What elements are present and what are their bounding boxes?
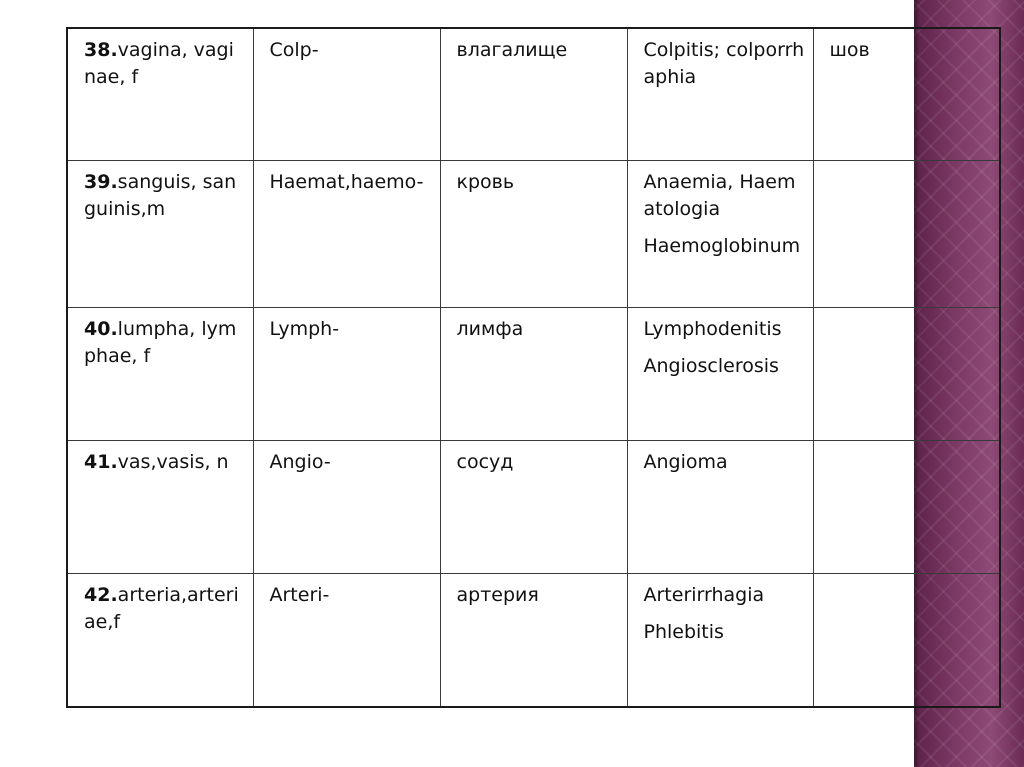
example-term: Haemoglobinum — [643, 234, 801, 257]
latin-term: vas,vasis, n — [117, 450, 229, 473]
example-term: Angioma — [643, 450, 728, 473]
latin-term: sanguis, sanguinis,m — [84, 170, 237, 220]
root-cell — [253, 160, 440, 307]
example-term: Arterirrhagia — [643, 583, 765, 606]
example-term: Anaemia, Haematologia — [643, 170, 796, 220]
latin-term-cell — [67, 307, 253, 440]
table-row — [67, 28, 1000, 160]
root-cell — [253, 28, 440, 160]
examples-cell — [627, 28, 813, 160]
latin-term-cell — [67, 573, 253, 707]
latin-term-cell — [67, 160, 253, 307]
russian-cell — [440, 28, 627, 160]
example-term: Lymphodenitis — [643, 317, 782, 340]
term-number: 38. — [84, 39, 118, 61]
root-term: Angio- — [269, 450, 331, 473]
russian-cell — [440, 440, 627, 573]
extra-term: шов — [829, 39, 870, 61]
term-number: 42. — [84, 583, 118, 606]
examples-cell — [627, 440, 813, 573]
table-row — [67, 573, 1000, 707]
extra-cell — [813, 573, 1000, 707]
russian-term: сосуд — [456, 450, 514, 473]
examples-cell — [627, 160, 813, 307]
russian-cell — [440, 307, 627, 440]
root-term: Colp- — [269, 39, 319, 61]
russian-term: лимфа — [456, 317, 524, 340]
table-row — [67, 307, 1000, 440]
extra-cell — [813, 307, 1000, 440]
root-term: Lymph- — [269, 317, 340, 340]
russian-cell — [440, 573, 627, 707]
russian-term: артерия — [456, 583, 539, 606]
root-cell — [253, 440, 440, 573]
latin-term-cell — [67, 440, 253, 573]
table-row — [67, 160, 1000, 307]
examples-cell — [627, 307, 813, 440]
example-term: Phlebitis — [643, 620, 724, 643]
root-term: Haemat,haemo- — [269, 170, 424, 193]
vocabulary-table — [66, 27, 1001, 708]
latin-term: vagina, vaginae, f — [84, 39, 234, 88]
term-number: 41. — [84, 450, 118, 473]
latin-term: lumpha, lymphae, f — [84, 317, 237, 367]
latin-term: arteria,arteriae,f — [84, 583, 239, 633]
term-number: 40. — [84, 317, 118, 340]
table-row — [67, 440, 1000, 573]
extra-cell — [813, 440, 1000, 573]
term-number: 39. — [84, 170, 118, 193]
russian-term: кровь — [456, 170, 515, 193]
root-term: Arteri- — [269, 583, 330, 606]
russian-cell — [440, 160, 627, 307]
extra-cell — [813, 160, 1000, 307]
russian-term: влагалище — [456, 39, 568, 61]
root-cell — [253, 307, 440, 440]
extra-cell — [813, 28, 1000, 160]
examples-cell — [627, 573, 813, 707]
example-term: Angiosclerosis — [643, 354, 779, 377]
latin-term-cell — [67, 28, 253, 160]
example-term: Colpitis; colporrhaphia — [643, 39, 805, 88]
root-cell — [253, 573, 440, 707]
